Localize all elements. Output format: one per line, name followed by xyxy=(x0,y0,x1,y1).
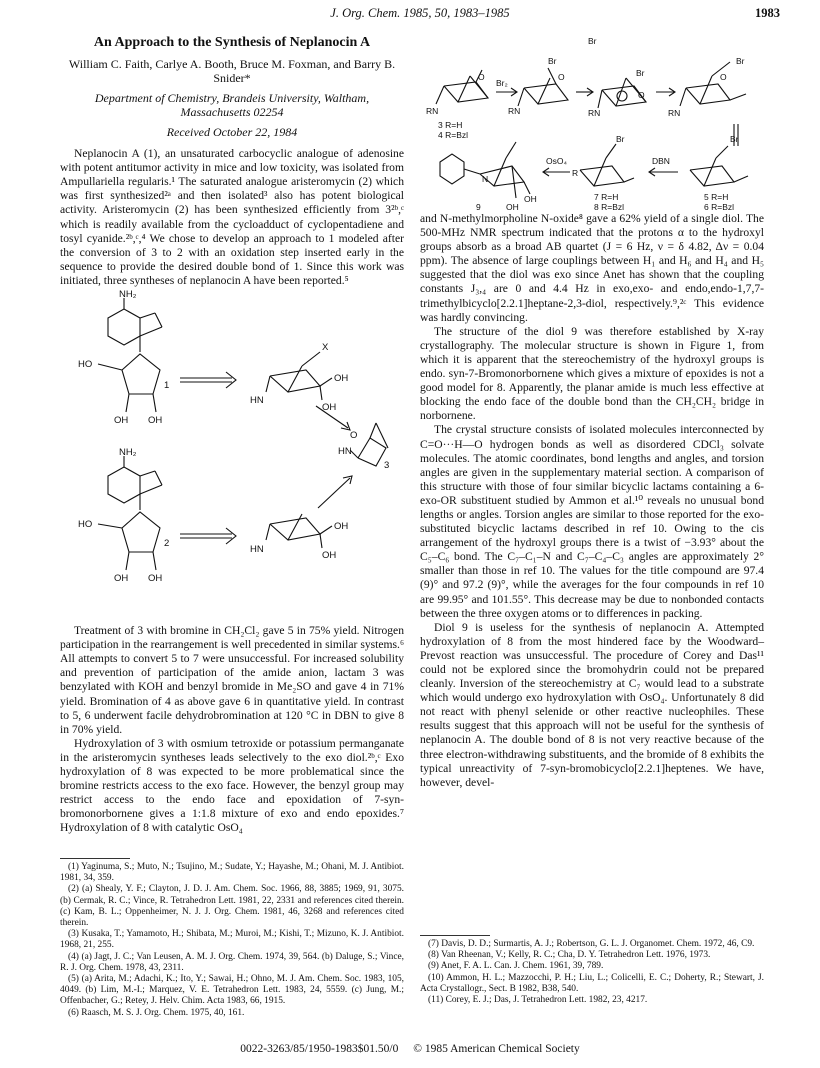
page-footer xyxy=(0,1043,820,1055)
label-rn-2: RN xyxy=(508,106,521,116)
label-compound-7-rh: 7 R=H xyxy=(594,192,619,202)
footnote-4: (4) (a) Jagt, J. C.; Van Leusen, A. M. J. Org. Chem. 1974, 39, 564. (b) Daluge, S.; Vince, R. J. Org. Chem. 1978, 43, 2311. xyxy=(60,951,404,973)
aristeromycin-structure xyxy=(98,456,162,570)
label-compound-4-rbzl: 4 R=Bzl xyxy=(438,130,468,140)
paragraph-crystal: The crystal structure consists of isolated molecules interconnected by C=O···H—O hydrogen bonds as well as disordered CDCl₃ solvate molecules. The atomic coordinates, bond lengths and angles, and torsion angles are given in the supplementary material section. A comparison of this structure with those of four similar bicyclic lactams containing a 6-exo-OR substituent studied by Ammon et al.¹⁰ reveals no unusual bond lengths or angles. Torsion angles are similar to those reported for the exo-substituted bicyclic lactams described in ref 10. Owing to the cis arrangement of the hydroxyl groups there is a twist of −3.93° about the C₅–C₆ bond. The C₇–C₁–N and C₇–C₄–C₃ angles are approximately 2° smaller than those in ref 10. The values for the title compound are 97.4 (9)° and 97.2 (9)°, while the averages for the four compounds in ref 10 are 99.95° and 101.55°. This decrease may be due to nonbonded contacts between the three oxygen atoms or to differences in packing. xyxy=(420,423,764,620)
label-br-far-right: Br xyxy=(736,56,745,66)
label-oh-top-b: OH xyxy=(322,402,337,414)
bromoalkene-7-8-structure xyxy=(580,144,634,186)
paragraph-nmr: and N-methylmorpholine N-oxide⁸ gave a 62% yield of a single diol. The 500-MHz NMR spectrum indicated that the protons α to the hydroxyl groups absorb as a broad AB quartet (J = 6 Hz, ν = δ 4.82, Δν = 0.04 ppm). The absence of large couplings between H₁ and H₆ and H₄ and H₅ suggested that the diol was exo since Anet has shown that the coupling constants J₃,₄ are 0 and 4.4 Hz in exo,exo- and endo,endo-1,7,7-trimethylbicyclo[2.2.1]heptane-2,3-diol, respectively.⁹,²ᶜ This evidence was hardly convincing. xyxy=(420,212,764,324)
intermediate-bicycle-bottom xyxy=(266,514,332,548)
footnote-9: (9) Anet, F. A. L. Can. J. Chem. 1961, 39, 789. xyxy=(428,961,604,972)
affiliation: Department of Chemistry, Brandeis University, Waltham, Massachusetts 02254 xyxy=(94,91,370,119)
label-hn-bottom: HN xyxy=(250,544,264,556)
label-o-aziridinium: O xyxy=(638,90,645,100)
label-br2: Br₂ xyxy=(496,78,508,88)
label-rn-4: RN xyxy=(668,108,681,118)
page-number: 1983 xyxy=(755,6,780,20)
footnotes-right xyxy=(420,935,764,1006)
label-o-3: O xyxy=(478,72,485,82)
label-rn-3: RN xyxy=(588,108,601,118)
intermediate-bicycle-top xyxy=(266,352,332,400)
journal-citation: J. Org. Chem. 1985, 50, 1983–1985 xyxy=(330,6,510,20)
footnote-2: (2) (a) Shealy, Y. F.; Clayton, J. D. J. Am. Chem. Soc. 1966, 88, 3885; 1969, 91, 3075. (b) Cermak, R. C.; Vince, R. Tetrahedron Lett. 1981, 22, 2331 and references cited therein. (c) Kam, B. L.; Oppenheimer, N. J. J. Org. Chem. 1981, 46, 3268 and references cited therein. xyxy=(60,884,404,929)
footnote-6: (6) Raasch, M. S. J. Org. Chem. 1975, 40, 161. xyxy=(68,1007,245,1018)
label-oh-1a: OH xyxy=(114,415,129,427)
label-br-lower-right: Br xyxy=(730,134,739,144)
label-compound-8-rbzl: 8 R=Bzl xyxy=(594,202,624,212)
footnote-1: (1) Yaginuma, S.; Muto, N.; Tsujino, M.; Sudate, Y.; Hayashe, M.; Ohani, M. J. Antibiot. 1981, 34, 359. xyxy=(60,862,404,884)
left-column xyxy=(60,34,404,835)
retrosynthesis-scheme xyxy=(60,288,404,624)
label-ho-2: HO xyxy=(78,519,93,531)
label-x: X xyxy=(322,342,329,354)
paragraph-diol-useless: Diol 9 is useless for the synthesis of neplanocin A. Attempted hydroxylation of 8 from the most hindered face by the Woodward–Prevost reaction was unsuccessful. The procedure of Corey and Das¹¹ could not be explored since the bromohydrin could not be prepared cleanly. Inversion of the stereochemistry at C₇ would lead to a substrate which would undergo exo hydroxylation with OsO₄. Unfortunately 8 did not react with phenyl selenide or other reactive nucleophiles. These results suggest that this approach will not be useful for the synthesis of neplanocin A. The double bond of 8 is not very reactive because of the three electron-withdrawing substituents, and the bromide of 8 exhibits the typical unreactivity of 7-syn-bromobicyclo[2.2.1]heptenes. We have, however, devel- xyxy=(420,620,764,789)
label-hn-3: HN xyxy=(338,446,352,458)
author-list: William C. Faith, Carlye A. Booth, Bruce M. Foxman, and Barry B. Snider* xyxy=(68,57,396,85)
paragraph-xray: The structure of the diol 9 was therefore established by X-ray crystallography. The molecular structure is shown in Figure 1, from which it is apparent that the stereochemistry of the hydroxyl groups is endo. syn-7-Bromonorbornene which gives a mixture of epoxides is not a good model for 8. Apparently, the planar amide is much less effective at blocking the endo face of the double bond than the CH₂CH₂ bridge in norbornene. xyxy=(420,324,764,423)
received-date: Received October 22, 1984 xyxy=(166,125,298,139)
footnote-10: (10) Ammon, H. L.; Mazzocchi, P. H.; Liu, L.; Colicelli, E. C.; Doherty, R.; Stewart, J. Acta Crystallogr., Sect. B 1982, B38, 540. xyxy=(420,972,764,994)
label-oh-9b: OH xyxy=(506,202,519,212)
dibromide-5-6-structure xyxy=(680,62,746,106)
label-oh-2a: OH xyxy=(114,573,129,585)
label-nh2-1: NH₂ xyxy=(119,289,137,301)
paragraph-bromination: Treatment of 3 with bromine in CH₂Cl₂ gave 5 in 75% yield. Nitrogen participation in the rearrangement is well precedented in similar systems.⁶ All attempts to convert 5 to 7 were unsuccessful. For increased solubility and prevention of participation of the amide anion, lactam 3 was benzylated with KOH and benzyl bromide in Me₂SO and gave 4 in 71% yield. Bromination of 4 as above gave 6 in quantitative yield. In contrast to 5, 6 underwent facile dehydrobromination at 120 °C in DBN to give 8 in 70% yield. xyxy=(60,624,404,736)
label-oh-top: OH xyxy=(334,373,349,385)
label-r-8: R xyxy=(572,168,579,178)
retro-arrows xyxy=(180,372,352,544)
label-compound-1: 1 xyxy=(164,380,170,392)
label-compound-5-rh: 5 R=H xyxy=(704,192,729,202)
label-oh-1b: OH xyxy=(148,415,163,427)
label-br-2: Br xyxy=(548,56,557,66)
footnote-8: (8) Van Rheenan, V.; Kelly, R. C.; Cha, D. Y. Tetrahedron Lett. 1976, 1973. xyxy=(428,950,711,961)
paragraph-hydroxylation: Hydroxylation of 3 with osmium tetroxide or potassium permanganate in the aristeromycin syntheses leads selectively to the exo diol.²ᵇ,ᶜ Exo hydroxylation of 8 was expected to be more problematical since the bromine restricts access to the exo face. However, the benzyl group may restrict access to the endo face and epoxidation of 7-syn-bromonorbornene gives a 1:1.8 mixture of exo and endo epoxides.⁷ Hydroxylation of 8 with catalytic OsO₄ xyxy=(60,736,404,835)
footnotes-left xyxy=(60,858,404,1019)
label-compound-3-rh: 3 R=H xyxy=(438,120,463,130)
label-hn-top: HN xyxy=(250,395,264,407)
right-column xyxy=(420,34,764,790)
label-compound-6-rbzl: 6 R=Bzl xyxy=(704,202,734,212)
copyright-notice: © 1985 American Chemical Society xyxy=(413,1043,580,1055)
footnote-7: (7) Davis, D. D.; Surmartis, A. J.; Robertson, G. L. J. Organomet. Chem. 1972, 46, C9. xyxy=(428,939,755,949)
footnote-rule xyxy=(60,858,130,859)
label-br-3: Br xyxy=(636,68,645,78)
label-compound-3: 3 xyxy=(384,460,390,472)
label-o-3: O xyxy=(350,430,358,442)
label-oso4: OsO₄ xyxy=(546,156,567,166)
label-compound-2: 2 xyxy=(164,538,170,550)
price-code: 0022-3263/85/1950-1983$01.50/0 xyxy=(240,1043,399,1055)
label-o-bromonium: O xyxy=(558,72,565,82)
footnote-11: (11) Corey, E. J.; Das, J. Tetrahedron Lett. 1982, 23, 4217. xyxy=(428,995,648,1006)
reaction-scheme xyxy=(420,34,764,212)
label-o-5: O xyxy=(720,72,727,82)
label-oh-2b: OH xyxy=(148,573,163,585)
neplanocin-structure xyxy=(98,298,162,412)
dibromide-lower-structure xyxy=(690,146,748,186)
label-ho-1: HO xyxy=(78,359,93,371)
label-br-top: Br xyxy=(588,36,597,46)
label-nh2-2: NH₂ xyxy=(119,447,137,459)
label-oh-bottom: OH xyxy=(334,521,349,533)
label-oh-bottom-b: OH xyxy=(322,550,337,562)
label-n-9: N xyxy=(482,174,489,184)
article-title: An Approach to the Synthesis of Neplanocin A xyxy=(93,35,371,50)
diol-9-structure xyxy=(440,142,530,198)
running-header xyxy=(60,6,780,24)
footnote-5: (5) (a) Arita, M.; Adachi, K.; Ito, Y.; Sawai, H.; Ohno, M. J. Am. Chem. Soc. 1983, 105, 4049. (b) Lim, M.-I.; Marquez, V. E. Tetrahedron Lett. 1983, 24, 5559. (c) Jung, M.; Offenbacher, G.; Retey, J. Helv. Chim. Acta 1983, 66, 1915. xyxy=(60,974,404,1007)
label-dbn: DBN xyxy=(652,156,670,166)
label-rn-1: RN xyxy=(426,106,439,116)
footnote-3: (3) Kusaka, T.; Yamamoto, H.; Shibata, M.; Muroi, M.; Kishi, T.; Mizuno, K. J. Antibiot. 1968, 21, 255. xyxy=(60,929,404,951)
paragraph-intro: Neplanocin A (1), an unsaturated carbocyclic analogue of adenosine with potent antitumor activity in mice and low toxicity, was isolated from Ampullariella regularis.¹ The saturated analogue aristeromycin (2) which was first synthesized²ᵃ and then isolated³ also has potent biological activity. Aristeromycin (2) has been synthesized efficiently from 3²ᵇ,ᶜ which is readily available from the cycloadduct of cyclopentadiene and tosyl cyanide.²ᵇ,ᶜ,⁴ We chose to develop an approach to 1 modeled after the conversion of 3 to 2 with an oxidation step inserted early in the sequence to provide the desired double bond of 1. Since this work was initiated, three syntheses of neplanocin A have been reported.⁵ xyxy=(60,147,404,287)
footnote-rule-right xyxy=(420,935,490,936)
label-br-lower-mid: Br xyxy=(616,134,625,144)
label-oh-9a: OH xyxy=(524,194,537,204)
label-compound-9: 9 xyxy=(476,202,481,212)
